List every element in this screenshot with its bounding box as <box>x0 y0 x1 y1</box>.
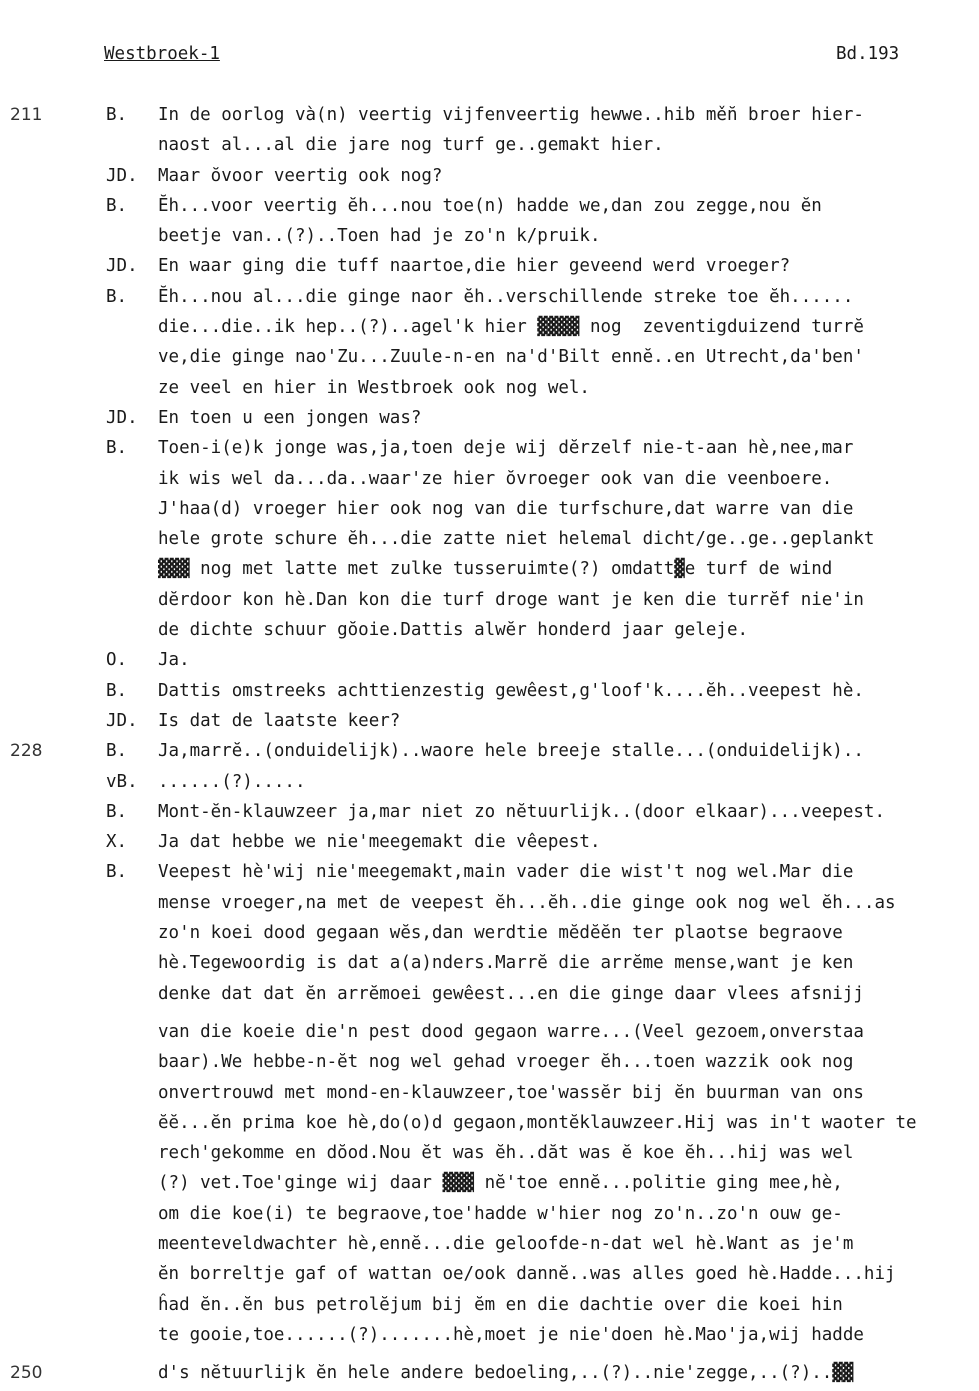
speaker-label: B. <box>106 680 128 701</box>
speaker-label: B. <box>106 286 128 307</box>
speaker-label: O. <box>106 650 128 671</box>
speaker-label: JD. <box>106 407 138 428</box>
transcript-line <box>0 736 979 766</box>
utterance-text: ze veel en hier in Westbroek ook nog wel. <box>158 377 590 398</box>
transcript-line <box>0 706 979 736</box>
transcript-line <box>0 1358 979 1388</box>
speaker-label: B. <box>106 105 128 125</box>
transcript-line <box>0 888 979 918</box>
transcript-line <box>0 1078 979 1108</box>
speaker-label: vB. <box>106 771 138 792</box>
utterance-text: ĕĕ...ĕn prima koe hè,do(o)d gegaon,montĕklauwzeer.Hij was in't waoter te <box>158 1112 917 1133</box>
utterance-text: J'haa(d) vroeger hier ook nog van die turfschure,dat warre van die <box>158 498 854 519</box>
utterance-text: Ĕh...voor veertig ĕh...nou toe(n) hadde we,dan zou zegge,nou ĕn <box>158 195 822 216</box>
transcript-line <box>0 282 979 312</box>
transcript-line <box>0 1290 979 1320</box>
utterance-text: onvertrouwd met mond-en-klauwzeer,toe'wassĕr bij ĕn buurman van ons <box>158 1082 864 1103</box>
utterance-text: de dichte schuur gŏoie.Dattis alwĕr honderd jaar geleje. <box>158 620 749 641</box>
utterance-text: Mont-ĕn-klauwzeer ja,mar niet zo nĕtuurlijk..(door elkaar)...veepest. <box>158 801 885 822</box>
transcript-line <box>0 312 979 342</box>
speaker-label: JD. <box>106 256 138 277</box>
transcript-line <box>0 373 979 403</box>
transcript-line <box>0 585 979 615</box>
utterance-text: Ja dat hebbe we nie'meegemakt die vêepest. <box>158 832 601 853</box>
utterance-text: ▓▓▓ nog met latte met zulke tusseruimte(?) omdatt▓e turf de wind <box>158 559 833 580</box>
transcript-line <box>0 191 979 221</box>
speaker-label: X. <box>106 832 128 853</box>
transcript-line <box>0 1199 979 1229</box>
transcript-line <box>0 554 979 584</box>
utterance-text: ......(?)..... <box>158 771 306 792</box>
utterance-text: Maar ŏvoor veertig ook nog? <box>158 165 443 186</box>
transcript-line <box>0 1229 979 1259</box>
transcript-line <box>0 1138 979 1168</box>
transcript-line <box>0 130 979 160</box>
speaker-label: B. <box>106 438 128 459</box>
speaker-label: JD. <box>106 165 138 186</box>
utterance-text: Dattis omstreeks achttienzestig gewêest,g'loof'k....ĕh..veepest hè. <box>158 680 864 701</box>
utterance-text: zo'n koei dood gegaan wĕs,dan werdtie mĕdĕĕn ter plaotse begraove <box>158 923 843 944</box>
utterance-text: dĕrdoor kon hè.Dan kon die turf droge want je ken die turrĕf nie'in <box>158 589 864 610</box>
utterance-text: mense vroeger,na met de veepest ĕh...ĕh..die ginge ook nog wel ĕh...as <box>158 892 896 913</box>
speaker-label: JD. <box>106 710 138 731</box>
utterance-text: d's nĕtuurlijk ĕn hele andere bedoeling,..(?)..nie'zegge,..(?)..▓▓ <box>158 1363 854 1384</box>
utterance-text: Ja,marrĕ..(onduidelijk)..waore hele breeje stalle...(onduidelijk).. <box>158 741 864 762</box>
transcript-line <box>0 1108 979 1138</box>
utterance-text: ĕn borreltje gaf of wattan oe/ook dannĕ..was alles goed hè.Hadde...hij <box>158 1264 896 1285</box>
utterance-text: ĥad ĕn..ĕn bus petrolĕjum bij ĕm en die dachtie over die koei hin <box>158 1294 843 1315</box>
line-number: 228 <box>10 741 43 762</box>
transcript-line <box>0 676 979 706</box>
utterance-text: En toen u een jongen was? <box>158 407 422 428</box>
transcript-line <box>0 1168 979 1198</box>
utterance-text: rech'gekomme en dŏod.Nou ĕt was ĕh..dăt was ĕ koe ĕh...hij was wel <box>158 1143 854 1164</box>
transcript-line <box>0 464 979 494</box>
transcript-line <box>0 645 979 675</box>
speaker-label: B. <box>106 862 128 883</box>
transcript-line <box>0 857 979 887</box>
speaker-label: B. <box>106 801 128 822</box>
utterance-text: meenteveldwachter hè,ennĕ...die geloofde-n-dat wel hè.Want as je'm <box>158 1233 854 1254</box>
transcript-line <box>0 221 979 251</box>
speaker-label: B. <box>106 195 128 216</box>
line-number: 250 <box>10 1363 43 1384</box>
utterance-text: En waar ging die tuff naartoe,die hier geveend werd vroeger? <box>158 256 791 277</box>
transcript-line <box>0 494 979 524</box>
transcript-line <box>0 100 979 130</box>
transcript-line <box>0 827 979 857</box>
utterance-text: In de oorlog và(n) veertig vijfenveertig hewwe..hib mě̆n broer hier- <box>158 105 864 125</box>
utterance-text: hè.Tegewoordig is dat a(a)nders.Marrĕ die arrĕme mense,want je ken <box>158 953 854 974</box>
utterance-text: die...die..ik hep..(?)..agel'k hier ▓▓▓▓ nog zeventigduizend turrĕ <box>158 317 864 338</box>
utterance-text: te gooie,toe......(?).......hè,moet je nie'doen hè.Mao'ja,wij hadde <box>158 1324 864 1345</box>
utterance-text: Toen-i(e)k jonge was,ja,toen deje wij dĕrzelf nie-t-aan hè,nee,mar <box>158 438 854 459</box>
utterance-text: hele grote schure ĕh...die zatte niet helemal dicht/ge..ge..geplankt <box>158 529 875 550</box>
utterance-text: Veepest hè'wij nie'meegemakt,main vader die wist't nog wel.Mar die <box>158 862 854 883</box>
transcript-line <box>0 1017 979 1047</box>
transcript-line <box>0 403 979 433</box>
transcript-line <box>0 767 979 797</box>
utterance-text: Ja. <box>158 650 190 671</box>
utterance-text: denke dat dat ĕn arrĕmoei gewêest...en die ginge daar vlees afsnijj <box>158 983 864 1004</box>
utterance-text: beetje van..(?)..Toen had je zo'n k/pruik. <box>158 226 601 247</box>
line-number: 211 <box>10 105 43 125</box>
utterance-text: baar).We hebbe-n-ĕt nog wel gehad vroeger ĕh...toen wazzik ook nog <box>158 1052 854 1073</box>
transcript-line <box>0 433 979 463</box>
transcript-line <box>0 251 979 281</box>
utterance-text: van die koeie die'n pest dood gegaon warre...(Veel gezoem,onverstaa <box>158 1021 864 1042</box>
transcript-line <box>0 342 979 372</box>
transcript-line <box>0 918 979 948</box>
utterance-text: (?) vet.Toe'ginge wij daar ▓▓▓ nĕ'toe ennĕ...politie ging mee,hè, <box>158 1173 843 1194</box>
transcript-line <box>0 948 979 978</box>
transcript-body <box>0 100 979 1388</box>
transcript-line <box>0 1047 979 1077</box>
utterance-text: Is dat de laatste keer? <box>158 710 401 731</box>
transcript-line <box>0 524 979 554</box>
transcript-line <box>0 161 979 191</box>
transcript-line <box>0 979 979 1009</box>
utterance-text: ve,die ginge nao'Zu...Zuule-n-en na'd'Bilt ennĕ..en Utrecht,da'ben' <box>158 347 864 368</box>
transcript-line <box>0 1259 979 1289</box>
utterance-text: om die koe(i) te begraove,toe'hadde w'hier nog zo'n..zo'n ouw ge- <box>158 1203 843 1224</box>
transcript-line <box>0 615 979 645</box>
utterance-text: ik wis wel da...da..waar'ze hier ŏvroeger ook van die veenboere. <box>158 468 833 489</box>
transcript-line <box>0 1320 979 1350</box>
transcript-line <box>0 797 979 827</box>
utterance-text: Ĕh...nou al...die ginge naor ĕh..verschillende streke toe ĕh...... <box>158 286 854 307</box>
utterance-text: naost al...al die jare nog turf ge..gemakt hier. <box>158 135 664 156</box>
document-title: Westbroek-1 <box>104 44 220 64</box>
speaker-label: B. <box>106 741 128 762</box>
page-number: Bd.193 <box>836 44 900 64</box>
